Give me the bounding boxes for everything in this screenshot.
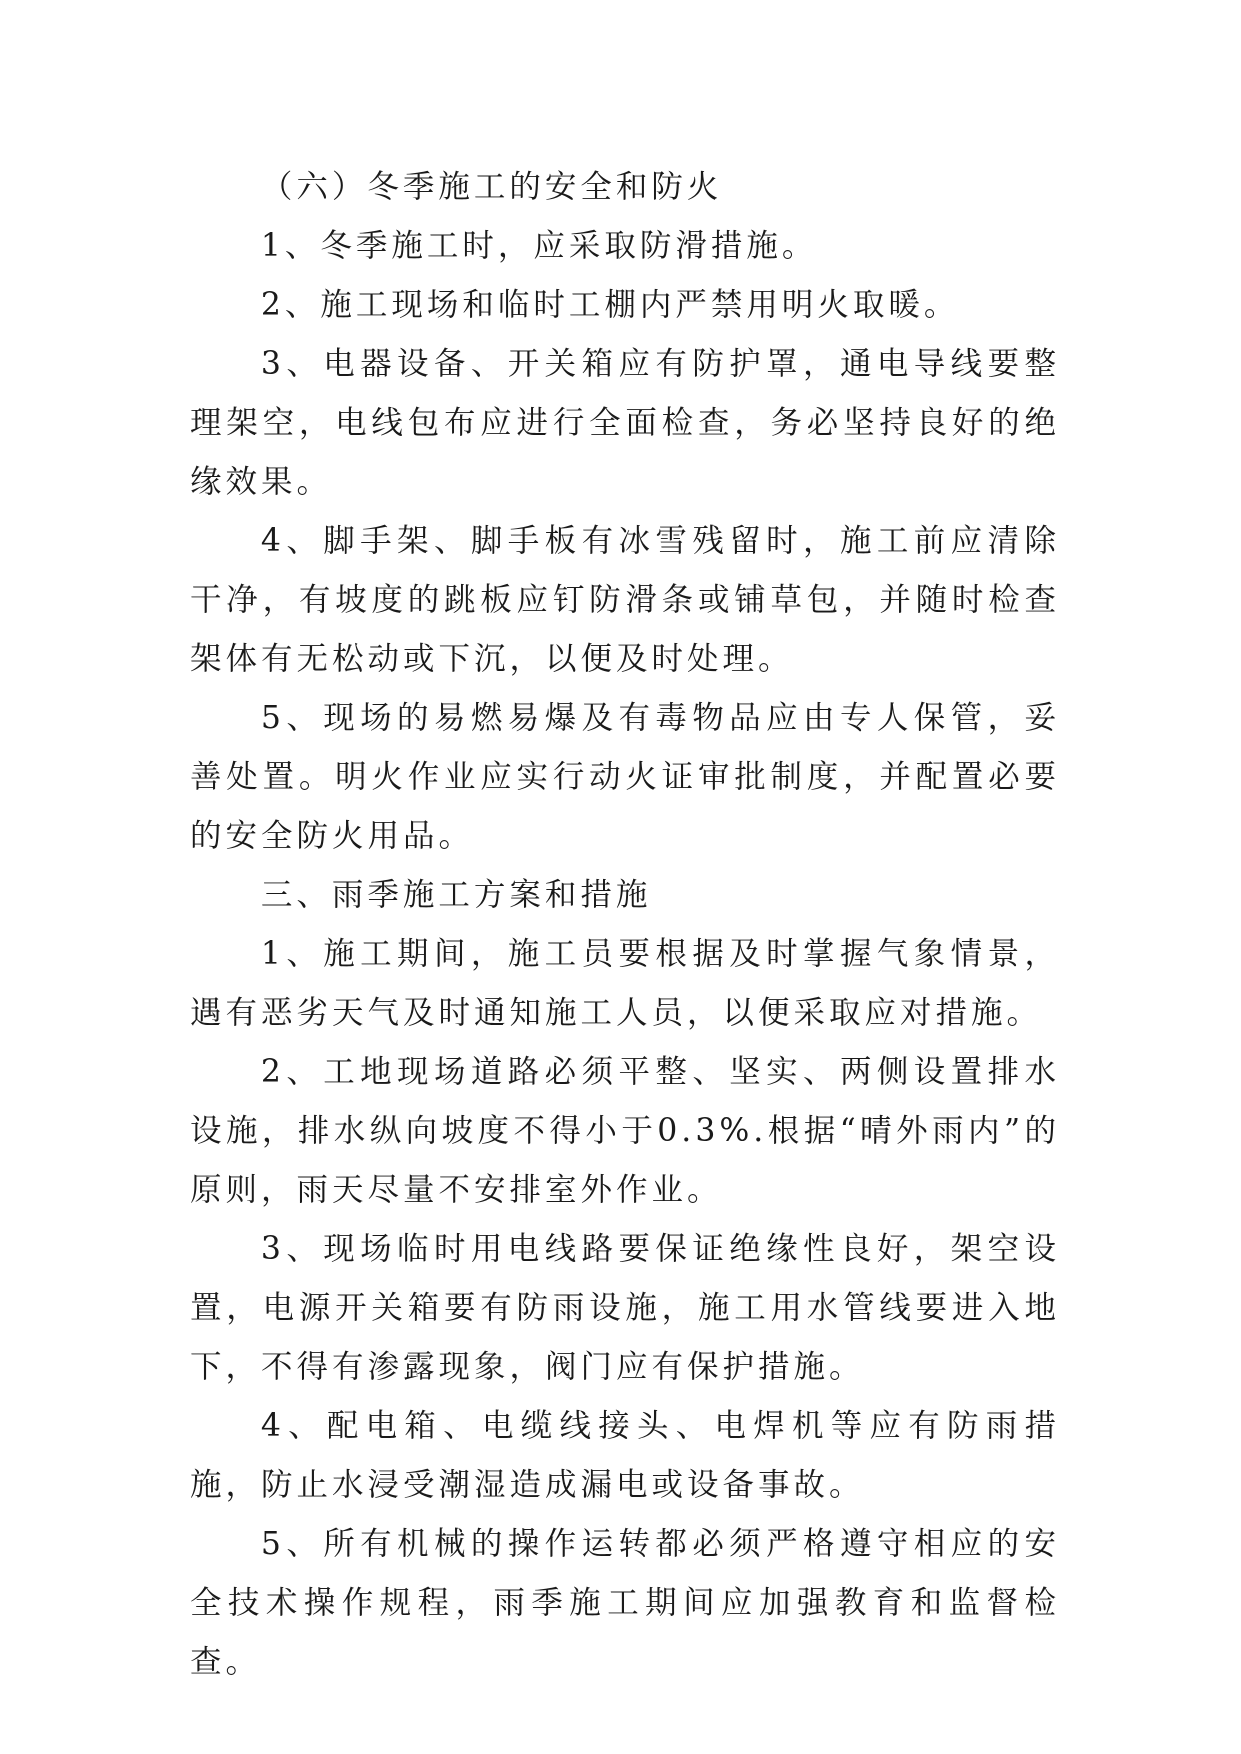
paragraph-item: 2、工地现场道路必须平整、坚实、两侧设置排水设施，排水纵向坡度不得小于0.3%.根据“晴外雨内”的原则，雨天尽量不安排室外作业。 <box>190 1054 1060 1208</box>
paragraph-item: 5、现场的易燃易爆及有毒物品应由专人保管，妥善处置。明火作业应实行动火证审批制度，并配置必要的安全防火用品。 <box>190 700 1060 854</box>
paragraph-item: 4、脚手架、脚手板有冰雪残留时，施工前应清除干净，有坡度的跳板应钉防滑条或铺草包，并随时检查架体有无松动或下沉，以便及时处理。 <box>190 523 1060 677</box>
paragraph-item: 3、电器设备、开关箱应有防护罩，通电导线要整理架空，电线包布应进行全面检查，务必坚持良好的绝缘效果。 <box>190 346 1060 500</box>
paragraph-item: 2、施工现场和临时工棚内严禁用明火取暖。 <box>260 287 960 323</box>
section-heading-rainy-season: 三、雨季施工方案和措施 <box>260 877 652 913</box>
paragraph-item: 3、现场临时用电线路要保证绝缘性良好，架空设置，电源开关箱要有防雨设施，施工用水管线要进入地下，不得有渗露现象，阀门应有保护措施。 <box>190 1231 1060 1385</box>
section-heading-winter-safety: （六）冬季施工的安全和防火 <box>260 169 723 205</box>
document-body <box>190 158 1060 1692</box>
paragraph-item: 1、施工期间，施工员要根据及时掌握气象情景，遇有恶劣天气及时通知施工人员，以便采取应对措施。 <box>190 936 1060 1031</box>
paragraph-item: 5、所有机械的操作运转都必须严格遵守相应的安全技术操作规程，雨季施工期间应加强教育和监督检查。 <box>190 1526 1060 1680</box>
paragraph-item: 4、配电箱、电缆线接头、电焊机等应有防雨措施，防止水浸受潮湿造成漏电或设备事故。 <box>190 1408 1060 1503</box>
paragraph-item: 1、冬季施工时，应采取防滑措施。 <box>260 228 818 264</box>
